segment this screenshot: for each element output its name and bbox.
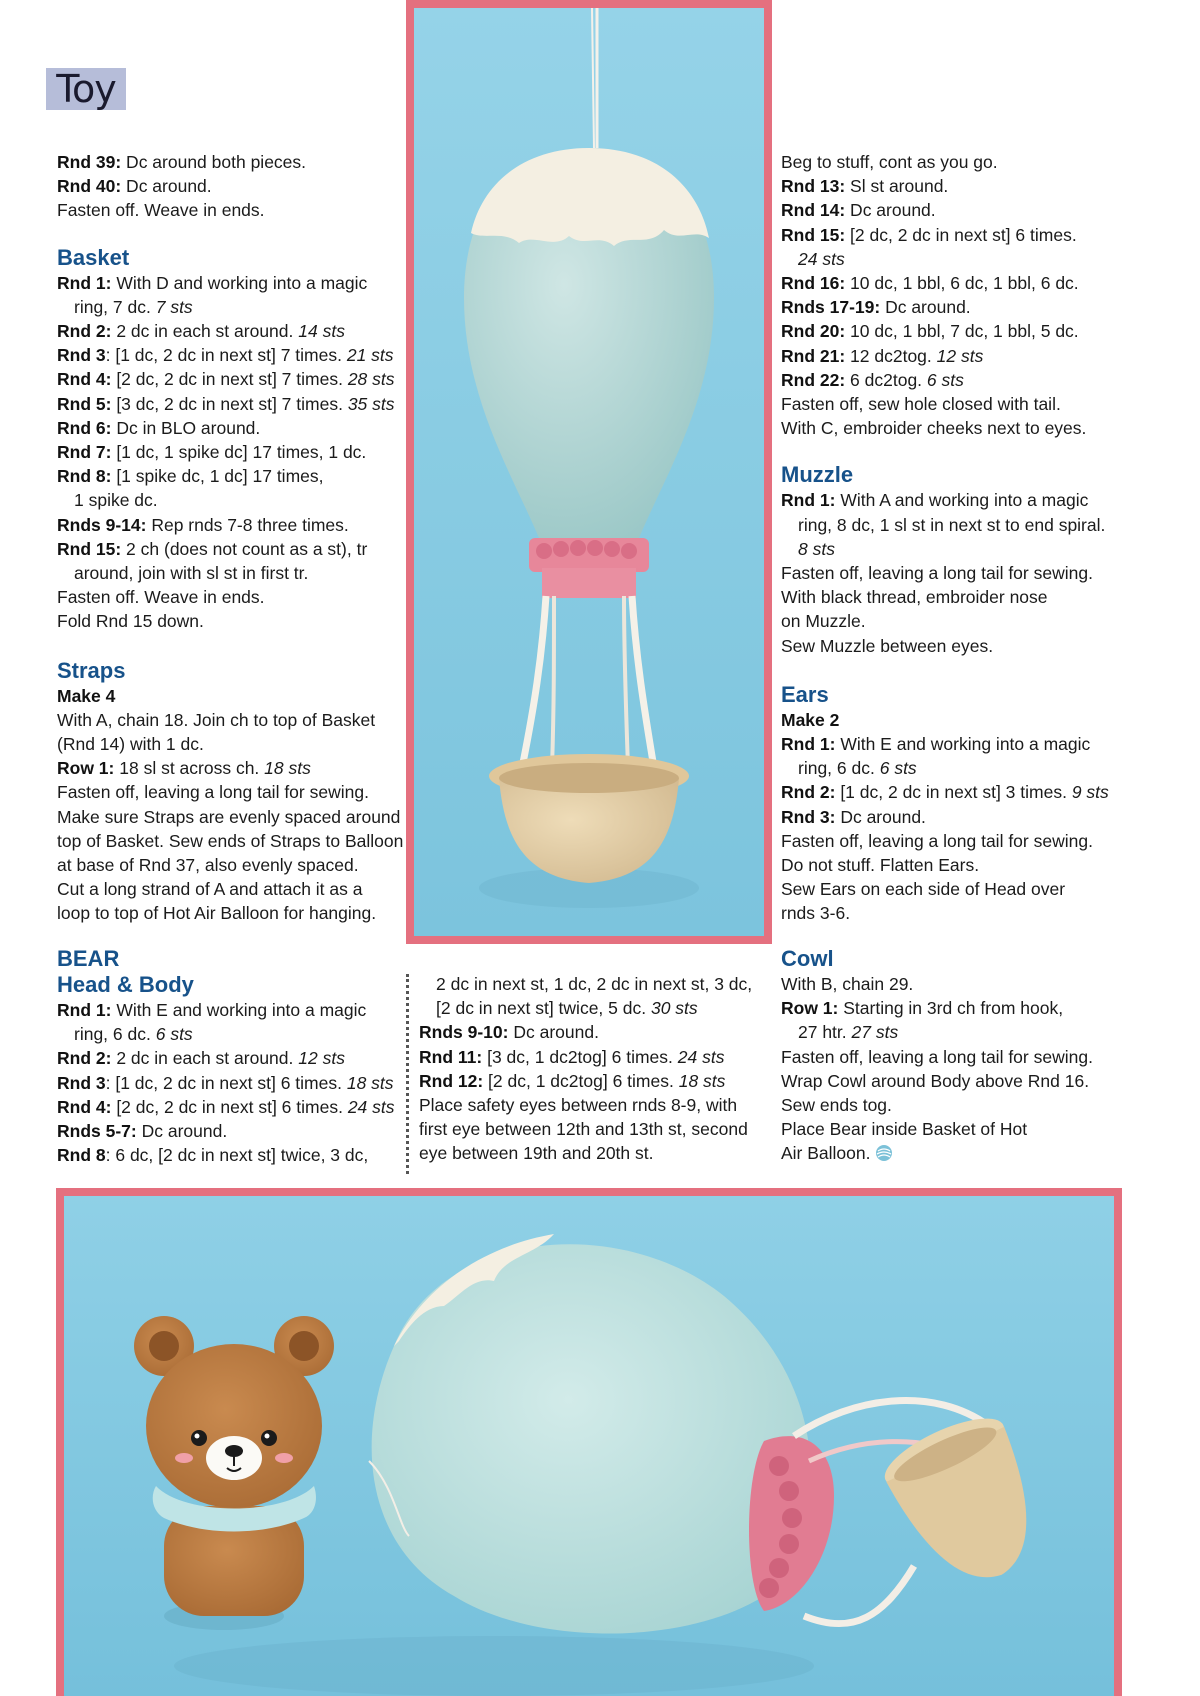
instruction-text: Dc around both pieces. [121, 152, 307, 172]
instruction-line [57, 1143, 397, 1167]
column-left [57, 150, 407, 926]
stitch-count: 27 sts [851, 1022, 899, 1043]
instruction-text: Fasten off, sew hole closed with tail. [781, 394, 1061, 415]
instruction-line [57, 1071, 397, 1095]
instruction-line [781, 901, 1141, 925]
round-label: Rnd 16: [781, 273, 846, 294]
instruction-text: : 6 dc, [2 dc in next st] twice, 3 dc, [105, 1145, 369, 1166]
instruction-text: Wrap Cowl around Body above Rnd 16. [781, 1070, 1090, 1091]
instruction-line [57, 271, 407, 295]
instruction-text: Cut a long strand of A and attach it as a [57, 879, 363, 900]
instruction-line [57, 805, 407, 829]
round-label: Rnd 13: [781, 176, 846, 197]
instruction-line [781, 319, 1141, 343]
instruction-text: Dc around. [136, 1121, 228, 1142]
instruction-text: Air Balloon. [781, 1143, 871, 1164]
round-label: Rnds 17-19: [781, 297, 881, 318]
muzzle-heading: Muzzle [781, 462, 854, 488]
instruction-line [57, 1022, 397, 1046]
instruction-text: Fasten off. Weave in ends. [57, 200, 265, 221]
round-label: Rnd 4: [57, 369, 112, 390]
stitch-count: 6 sts [926, 369, 964, 390]
instruction-text: 27 htr. [798, 1022, 852, 1043]
instruction-text: [2 dc, 1 dc2tog] 6 times. [483, 1070, 679, 1091]
instruction-text: Fasten off. Weave in ends. [57, 587, 265, 608]
instruction-text: Place safety eyes between rnds 8-9, with [419, 1095, 738, 1116]
column-middle [419, 972, 759, 1166]
stitch-count: 35 sts [347, 393, 395, 414]
stitch-count: 8 sts [798, 538, 835, 559]
instruction-text: 10 dc, 1 bbl, 7 dc, 1 bbl, 5 dc. [845, 321, 1079, 342]
stitch-count: 6 sts [155, 1024, 193, 1045]
instruction-text: Dc around. [845, 200, 936, 221]
stitch-count: 18 sts [346, 1072, 394, 1093]
instruction-text: first eye between 12th and 13th st, second [419, 1119, 748, 1140]
instruction-line [57, 1046, 397, 1070]
instruction-text: Make sure Straps are evenly spaced around [57, 806, 401, 827]
instruction-line [781, 853, 1141, 877]
instruction-line [57, 513, 407, 537]
instruction-text: 2 dc in each st around. [111, 1048, 299, 1069]
round-label: Rnd 21: [781, 345, 846, 366]
instruction-text: Rep rnds 7-8 three times. [146, 514, 349, 535]
round-label: Rnd 1: [57, 1000, 112, 1020]
round-label: Rnd 2: [57, 1048, 112, 1069]
instruction-line [57, 609, 407, 633]
head-body-continued [419, 972, 759, 1166]
stitch-count: 12 sts [936, 345, 984, 366]
instruction-line [781, 368, 1141, 392]
round-label: Row 1: [781, 998, 839, 1019]
round-label: Rnd 12: [419, 1070, 484, 1091]
ears-make-count: Make 2 [781, 709, 840, 730]
instruction-text: With A and working into a magic [835, 490, 1089, 511]
instruction-line [781, 972, 1141, 996]
instruction-line [781, 295, 1141, 319]
instruction-text: Fasten off, leaving a long tail for sewing. [57, 782, 369, 803]
instruction-text: Beg to stuff, cont as you go. [781, 152, 998, 172]
ears-instructions [781, 732, 1141, 926]
round-label: Rnd 15: [781, 224, 846, 245]
round-label: Rnd 1: [57, 272, 112, 293]
round-label: Rnd 8 [57, 1145, 106, 1166]
basket-heading: Basket [57, 244, 130, 270]
instruction-text: Sew ends tog. [781, 1095, 892, 1116]
instruction-line [57, 561, 407, 585]
instruction-line [57, 708, 407, 732]
head-body-instructions [57, 998, 397, 1167]
instruction-line [781, 223, 1141, 247]
instruction-line [419, 996, 759, 1020]
instruction-line [57, 537, 407, 561]
instruction-text: 2 dc in next st, 1 dc, 2 dc in next st, 3 dc, [436, 974, 753, 994]
round-label: Rnds 9-14: [57, 514, 147, 535]
stitch-count: 18 sts [264, 758, 311, 779]
instruction-text: 12 dc2tog. [845, 345, 937, 366]
instruction-text: [1 spike dc, 1 dc] 17 times, [111, 466, 324, 487]
instruction-line [57, 829, 407, 853]
round-label: Rnd 3: [781, 806, 836, 827]
instruction-text: Sew Muzzle between eyes. [781, 635, 994, 656]
instruction-text: ring, 7 dc. [74, 296, 156, 317]
round-label: Rnd 3 [57, 345, 106, 366]
instruction-text: Dc around. [835, 806, 926, 827]
muzzle-instructions [781, 488, 1141, 657]
instruction-line [57, 198, 407, 222]
round-label: Rnd 11: [419, 1046, 483, 1067]
instruction-line [57, 732, 407, 756]
straps-heading: Straps [57, 657, 126, 683]
cowl-heading: Cowl [781, 946, 834, 971]
instruction-line [781, 1117, 1141, 1141]
instruction-line [781, 877, 1141, 901]
instruction-line [781, 392, 1141, 416]
instruction-text: ring, 6 dc. [74, 1024, 156, 1045]
round-label: Rnd 3 [57, 1072, 106, 1093]
instruction-line [781, 344, 1141, 368]
instruction-text: [2 dc, 2 dc in next st] 6 times. [845, 224, 1077, 245]
round-label: Rnd 2: [781, 782, 836, 803]
instruction-line [781, 829, 1141, 853]
instruction-text: : [1 dc, 2 dc in next st] 7 times. [105, 345, 347, 366]
stitch-count: 24 sts [347, 1096, 395, 1117]
instruction-line [57, 1095, 397, 1119]
section-tag: Toy [46, 68, 126, 110]
round-label: Rnd 1: [781, 734, 836, 755]
instruction-text: around, join with sl st in first tr. [74, 563, 309, 584]
instruction-text: 10 dc, 1 bbl, 6 dc, 1 bbl, 6 dc. [845, 273, 1079, 294]
instruction-text: Fasten off, leaving a long tail for sewing. [781, 830, 1093, 851]
instruction-line [419, 1141, 759, 1165]
round-label: Rnd 1: [781, 490, 836, 511]
instruction-line [419, 1093, 759, 1117]
instruction-text: Sl st around. [845, 176, 949, 197]
yarn-ball-icon [875, 1144, 893, 1162]
round-label: Rnd 2: [57, 321, 112, 342]
stitch-count: 30 sts [650, 998, 698, 1019]
instruction-line [781, 150, 1141, 174]
instruction-line [781, 561, 1141, 585]
instruction-text: Place Bear inside Basket of Hot [781, 1119, 1028, 1140]
instruction-line [57, 343, 407, 367]
instruction-line [781, 996, 1141, 1020]
instruction-text: With D and working into a magic [111, 272, 368, 293]
instruction-line [419, 1117, 759, 1141]
instruction-line [781, 634, 1141, 658]
instruction-text: 2 dc in each st around. [111, 321, 299, 342]
round-label: Rnd 39: [57, 152, 122, 172]
instruction-text: top of Basket. Sew ends of Straps to Balloon [57, 830, 404, 851]
instruction-text: With A, chain 18. Join ch to top of Basket [57, 709, 376, 730]
instruction-line [57, 585, 407, 609]
instruction-line [57, 853, 407, 877]
instruction-text: Fasten off, leaving a long tail for sewing. [781, 563, 1093, 584]
instruction-line [781, 1069, 1141, 1093]
instruction-text: ring, 6 dc. [798, 758, 880, 779]
instruction-line [57, 488, 407, 512]
instruction-text: 18 sl st across ch. [114, 758, 265, 779]
column-divider [406, 974, 409, 1174]
hanging-balloon-illustration [414, 8, 764, 936]
instruction-text: 6 dc2tog. [845, 369, 927, 390]
straps-instructions [57, 708, 407, 926]
instruction-text: With black thread, embroider nose [781, 587, 1048, 608]
bear-and-balloon-illustration [64, 1196, 1114, 1696]
instruction-text: [3 dc, 1 dc2tog] 6 times. [482, 1046, 678, 1067]
head-body-heading: Head & Body [57, 972, 194, 997]
instruction-line [781, 513, 1141, 537]
bear-section [57, 946, 397, 1167]
instruction-line [781, 756, 1141, 780]
cowl-section [781, 946, 1141, 1166]
instruction-line [419, 1045, 759, 1069]
instruction-text: Dc around. [121, 176, 212, 197]
instruction-line [57, 756, 407, 780]
instruction-text: [2 dc, 2 dc in next st] 6 times. [111, 1096, 348, 1117]
instruction-line [57, 295, 407, 319]
col1-intro [57, 150, 407, 223]
round-label: Rnd 6: [57, 417, 112, 438]
instruction-text: loop to top of Hot Air Balloon for hanging. [57, 903, 377, 924]
stitch-count: 6 sts [879, 758, 917, 779]
instruction-line [781, 174, 1141, 198]
column-right [781, 150, 1141, 926]
round-label: Rnds 5-7: [57, 1121, 137, 1142]
instruction-line [419, 972, 759, 996]
instruction-line [57, 1119, 397, 1143]
instruction-line [781, 488, 1141, 512]
instruction-line [781, 247, 1141, 271]
instruction-line [781, 1020, 1141, 1044]
instruction-line [781, 271, 1141, 295]
straps-make-count: Make 4 [57, 685, 116, 706]
round-label: Rnd 20: [781, 321, 846, 342]
instruction-text: [2 dc, 2 dc in next st] 7 times. [111, 369, 348, 390]
stitch-count: 24 sts [798, 248, 845, 269]
instruction-line [57, 877, 407, 901]
instruction-line [57, 150, 407, 174]
round-label: Rnd 14: [781, 200, 846, 221]
instruction-line [57, 998, 397, 1022]
instruction-line [781, 537, 1141, 561]
instruction-text: on Muzzle. [781, 611, 866, 632]
instruction-line [57, 392, 407, 416]
instruction-text: at base of Rnd 37, also evenly spaced. [57, 855, 359, 876]
instruction-line [781, 416, 1141, 440]
instruction-text: : [1 dc, 2 dc in next st] 6 times. [105, 1072, 347, 1093]
basket-instructions [57, 271, 407, 634]
instruction-line [57, 367, 407, 391]
round-label: Rnd 22: [781, 369, 846, 390]
instruction-text: ring, 8 dc, 1 sl st in next st to end spiral. [798, 514, 1106, 535]
instruction-text: With E and working into a magic [111, 1000, 367, 1020]
round-label: Rnd 5: [57, 393, 112, 414]
balloon-photo [414, 8, 764, 936]
instruction-line [781, 1141, 1141, 1165]
instruction-text: [2 dc in next st] twice, 5 dc. [436, 998, 651, 1019]
instruction-line [781, 805, 1141, 829]
round-label: Rnd 15: [57, 538, 122, 559]
balloon-photo-frame [406, 0, 772, 944]
bear-photo [64, 1196, 1114, 1696]
instruction-text: With E and working into a magic [835, 734, 1091, 755]
round-label: Rnd 8: [57, 466, 112, 487]
stitch-count: 7 sts [155, 296, 193, 317]
instruction-text: Starting in 3rd ch from hook, [838, 998, 1064, 1019]
instruction-text: (Rnd 14) with 1 dc. [57, 734, 204, 755]
round-label: Rnd 7: [57, 442, 112, 463]
instruction-line [57, 464, 407, 488]
stitch-count: 18 sts [678, 1070, 726, 1091]
round-label: Row 1: [57, 758, 115, 779]
round-label: Rnds 9-10: [419, 1022, 509, 1043]
instruction-line [57, 416, 407, 440]
cowl-instructions [781, 972, 1141, 1166]
instruction-text: 1 spike dc. [74, 490, 158, 511]
instruction-line [781, 780, 1141, 804]
instruction-text: [3 dc, 2 dc in next st] 7 times. [111, 393, 348, 414]
instruction-line [781, 198, 1141, 222]
instruction-text: Sew Ears on each side of Head over [781, 879, 1066, 900]
stitch-count: 12 sts [298, 1048, 345, 1069]
instruction-text: Dc in BLO around. [111, 417, 261, 438]
instruction-line [57, 780, 407, 804]
instruction-text: Dc around. [508, 1022, 599, 1043]
instruction-line [781, 1093, 1141, 1117]
bear-heading: BEAR [57, 946, 120, 971]
instruction-text: With B, chain 29. [781, 974, 914, 994]
instruction-line [57, 319, 407, 343]
stitch-count: 21 sts [346, 345, 394, 366]
instruction-text: Fold Rnd 15 down. [57, 611, 204, 632]
stitch-count: 9 sts [1071, 782, 1109, 803]
instruction-text: [1 dc, 2 dc in next st] 3 times. [835, 782, 1072, 803]
instruction-text: eye between 19th and 20th st. [419, 1143, 654, 1164]
stitch-count: 14 sts [298, 321, 345, 342]
stitch-count: 28 sts [347, 369, 395, 390]
instruction-line [419, 1069, 759, 1093]
instruction-line [781, 585, 1141, 609]
instruction-text: rnds 3-6. [781, 903, 851, 924]
instruction-text: [1 dc, 1 spike dc] 17 times, 1 dc. [111, 442, 367, 463]
instruction-text: Fasten off, leaving a long tail for sewing. [781, 1046, 1093, 1067]
instruction-text: Do not stuff. Flatten Ears. [781, 855, 980, 876]
instruction-line [781, 1045, 1141, 1069]
instruction-text: With C, embroider cheeks next to eyes. [781, 418, 1087, 439]
stitch-count: 24 sts [677, 1046, 725, 1067]
instruction-line [57, 440, 407, 464]
instruction-text: Dc around. [880, 297, 971, 318]
instruction-line [781, 609, 1141, 633]
bear-photo-frame [56, 1188, 1122, 1696]
instruction-line [57, 174, 407, 198]
round-label: Rnd 4: [57, 1096, 112, 1117]
instruction-text: 2 ch (does not count as a st), tr [121, 538, 368, 559]
ears-heading: Ears [781, 681, 829, 707]
round-label: Rnd 40: [57, 176, 122, 197]
head-body-finish [781, 150, 1141, 440]
instruction-line [419, 1020, 759, 1044]
instruction-line [781, 732, 1141, 756]
instruction-line [57, 901, 407, 925]
